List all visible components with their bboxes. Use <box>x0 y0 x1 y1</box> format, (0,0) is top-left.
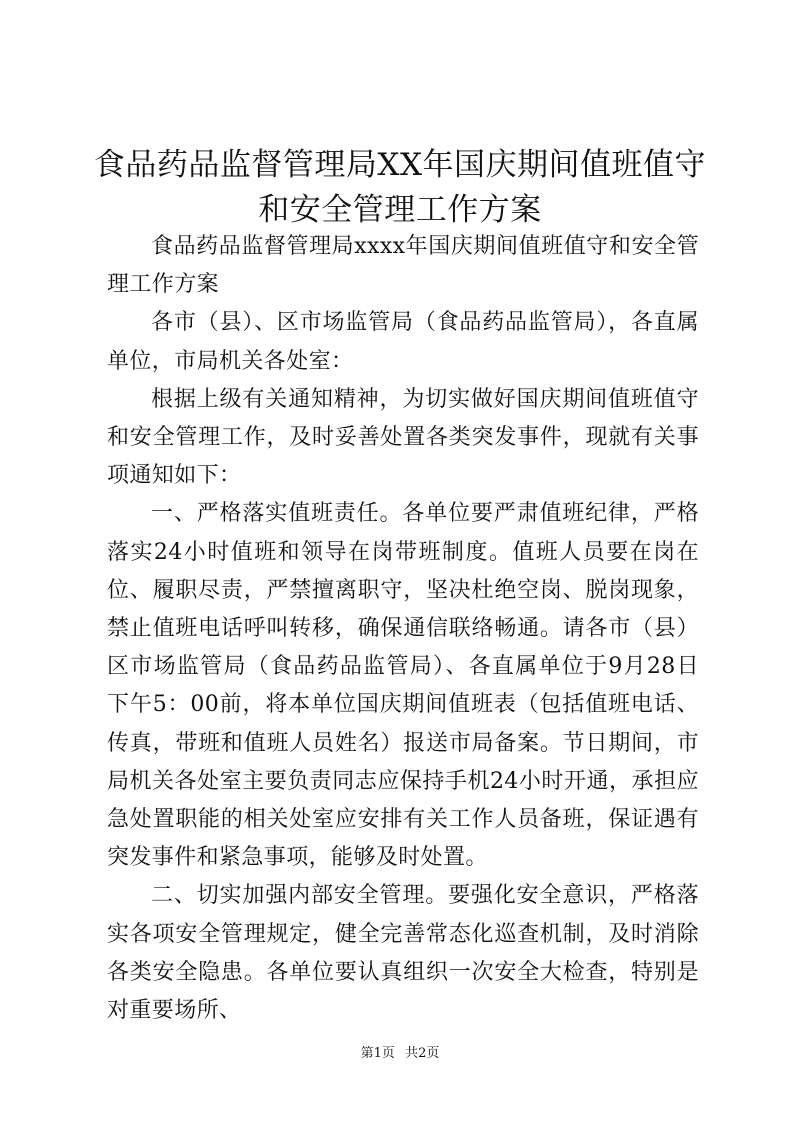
page-total: 共2页 <box>405 1046 440 1061</box>
page-footer <box>0 1045 800 1063</box>
paragraph-section-2: 二、切实加强内部安全管理。要强化安全意识，严格落实各项安全管理规定，健全完善常态化巡查机制，及时消除各类安全隐患。各单位要认真组织一次安全大检查，特别是对重要场所、 <box>107 883 699 1024</box>
page-number: 第1页 <box>360 1046 395 1061</box>
paragraph-intro: 根据上级有关通知精神，为切实做好国庆期间值班值守和安全管理工作，及时妥善处置各类突发事件，现就有关事项通知如下： <box>107 386 699 489</box>
paragraph-subject: 食品药品监督管理局xxxx年国庆期间值班值守和安全管理工作方案 <box>107 234 699 298</box>
paragraph-addressee: 各市（县）、区市场监管局（食品药品监管局），各直属单位，市局机关各处室： <box>107 310 699 374</box>
document-title-line-1: 食品药品监督管理局XX年国庆期间值班值守 <box>93 147 707 183</box>
paragraph-section-1: 一、严格落实值班责任。各单位要严肃值班纪律，严格落实24小时值班和领导在岗带班制度。值班人员要在岗在位、履职尽责，严禁擅离职守，坚决杜绝空岗、脱岗现象，禁止值班电话呼叫转移，确保通信联络畅通。请各市（县）区市场监管局（食品药品监管局）、各直属单位于9月28日下午5：00前，将本单位国庆期间值班表（包括值班电话、传真，带班和值班人员姓名）报送市局备案。节日期间，市局机关各处室主要负责同志应保持手机24小时开通，承担应急处置职能的相关处室应安排有关工作人员备班，保证遇有突发事件和紧急事项，能够及时处置。 <box>107 501 699 871</box>
document-body <box>107 228 699 1030</box>
document-title-line-2: 和安全管理工作方案 <box>258 192 542 228</box>
